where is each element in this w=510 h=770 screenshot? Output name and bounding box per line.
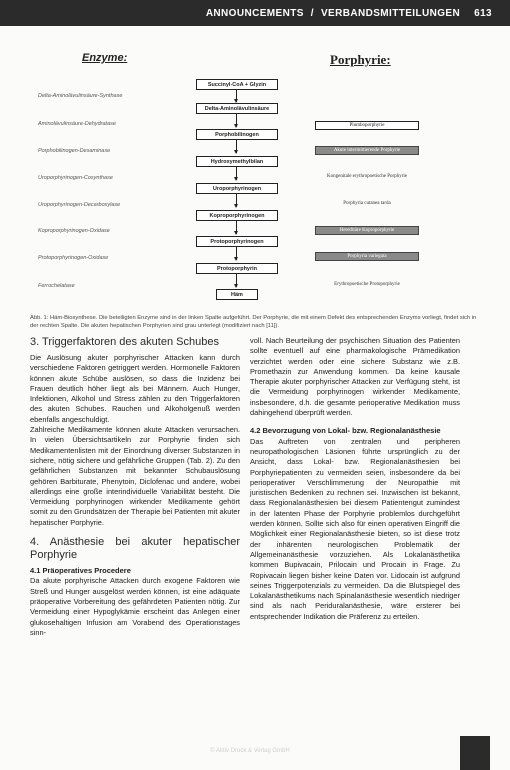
substrate-box: Hydroxymethylbilan bbox=[196, 156, 278, 167]
text-column-left bbox=[30, 336, 240, 638]
pathway-arrow bbox=[236, 194, 237, 207]
substrate-box: Protoporphyrinogen bbox=[196, 236, 278, 247]
porphyria-label: Porphyria cutanea tarda bbox=[343, 201, 391, 206]
page-header bbox=[0, 0, 510, 26]
section-label-de: VERBANDSMITTEILUNGEN bbox=[320, 7, 461, 19]
porphyria-label: Akute intermittierende Porphyrie bbox=[315, 146, 419, 155]
substrate-box: Porphobilinogen bbox=[196, 129, 278, 140]
paragraph: voll. Nach Beurteilung der psychischen Situation des Patienten sollte eventuell auf eine pharmakologische Prämedikation verzichtet werden oder eine sichere Substanz wie z.B. Promethazin zur Anwendung kommen. Da keine kausale Therapie akuter porphyrischer Attacken zur Verfügung steht, ist die Vermeidung porphyrinogen wirkender Medikamente, insbesondere, d.h. die gesamte perioperative Medikation muss dahingehend überprüft werden. bbox=[250, 336, 460, 418]
pathway-arrow bbox=[236, 167, 237, 180]
section-heading: 4. Anästhesie bei akuter hepatischer Porphyrie bbox=[30, 536, 240, 562]
porphyria-label: Kongenitale erythropoetische Porphyrie bbox=[327, 174, 407, 179]
section-heading: 3. Triggerfaktoren des akuten Schubes bbox=[30, 336, 219, 348]
paragraph: Die Auslösung akuter porphyrischer Attacken kann durch verschiedene Faktoren getriggert werden. Hormonelle Faktoren können akute Schübe auslösen, so dass die Inzidenz bei Frauen deutlich höher liegt als bei Männern. Auch Hunger, Infektionen, Alkohol und Stress zählen zu den Triggerfaktoren des akuten Schubes. Rauchen und Alkoholgenuß werden ebenfalls angeschuldigt. bbox=[30, 353, 240, 424]
pathway-arrow bbox=[236, 140, 237, 153]
substrate-box: Uroporphyrinogen bbox=[196, 183, 278, 194]
pathway-arrow bbox=[236, 221, 237, 234]
substrate-box: Häm bbox=[216, 289, 258, 300]
subsection-heading: 4.2 Bevorzugung von Lokal- bzw. Regionalanästhesie bbox=[250, 426, 441, 436]
page-footer: © Aktiv Druck & Verlag GmbH bbox=[210, 748, 290, 754]
section-separator: / bbox=[310, 7, 314, 19]
substrate-box: Koproporphyrinogen bbox=[196, 210, 278, 221]
pathway-arrow bbox=[236, 274, 237, 287]
enzyme-label: Uroporphyrinogen-Decarboxylase bbox=[38, 202, 121, 208]
enzyme-column-title: Enzyme: bbox=[82, 52, 128, 64]
corner-tab bbox=[460, 736, 490, 770]
enzyme-label: Delta-Aminolävulinsäure-Synthase bbox=[38, 93, 123, 99]
enzyme-label: Koproporphyrinogen-Oxidase bbox=[38, 228, 110, 234]
porphyria-label: Porphyria variegata bbox=[315, 252, 419, 261]
porphyria-label: Erythropoetische Protoporphyrie bbox=[334, 282, 400, 287]
page-number: 613 bbox=[474, 7, 492, 19]
substrate-box: Delta-Aminolävulinsäure bbox=[196, 103, 278, 114]
porphyria-label: Hereditäre Koproporphyrie bbox=[315, 226, 419, 235]
porphyria-column-title: Porphyrie: bbox=[330, 52, 391, 67]
paragraph: Da akute porphyrische Attacken durch exogene Faktoren wie Streß und Hunger ausgelöst werden können, ist eine adäquate präoperative Vorbereitung des gefährdeten Patienten nötig. Zur Vermeidung einer Hypoglykämie erscheint das Anlegen einer glukosehaltigen Infusion am Vorabend des Operationstages sinn- bbox=[30, 576, 240, 637]
enzyme-label: Porphobilinogen-Desaminase bbox=[38, 148, 111, 154]
pathway-arrow bbox=[236, 114, 237, 127]
pathway-arrow bbox=[236, 90, 237, 102]
enzyme-label: Protoporphyrinogen-Oxidase bbox=[38, 255, 109, 261]
enzyme-label: Uroporphyrinogen-Cosynthase bbox=[38, 175, 113, 181]
substrate-box: Succinyl-CoA + Glyzin bbox=[196, 79, 278, 90]
text-column-right bbox=[250, 336, 460, 622]
heme-biosynthesis-figure bbox=[30, 52, 484, 308]
paragraph: Zahlreiche Medikamente können akute Attacken verursachen. In vielen Übersichtsartikeln zur Porphyrie finden sich Medikamentenlisten mit der Einordnung diverser Substanzen in sichere, nötig sichere und gefährliche Gruppen (Tab. 2). Zu den gefährlichen Substanzen mit bekannter Schubauslösung gehören Barbiturate, Phenytoin, Diclofenac und andere, wobei allerdings eine große interindividuelle Variabilität besteht. Die Vermeidung porphyrinogen wirkender Medikamente gehört somit zu den Grundsätzen der Therapie bei Patienten mit akuter hepatischer Porphyrie. bbox=[30, 425, 240, 527]
section-label-en: ANNOUNCEMENTS bbox=[205, 7, 304, 19]
pathway-arrow bbox=[236, 247, 237, 260]
figure-caption: Abb. 1: Häm-Biosynthese. Die beteiligten Enzyme sind in der linken Spalte aufgeführt. Der Porphyrie, die mit einem Defekt des entsprechenden Enzyms vorliegt, findet sich in der rechten Spalte. Die akuten hepatischen Porphyrien sind grau unterlegt (modifiziert nach [11]). bbox=[30, 315, 477, 329]
paragraph: Das Auftreten von zentralen und peripheren neuropathologischen Läsionen führte ursprünglich zu der Ansicht, dass Lokal- bzw. Regionalanästhesien bei Porphyriepatienten zu vermeiden seien, insbesondere da bei perioperativer Verschlimmerung der Neuropathie mit juristischen Bedenken zu rechnen sei. Inzwischen ist bekannt, dass Regionalanästhesien bei diesem Patientengut zumindest in der latenten Phase der Porphyrie problemlos durchgeführt werden können. Sollte sich also für einen operativen Eingriff die Möglichkeit einer Regionalanästhesie bieten, so ist diese trotz der inhärenten neurologischen Problematik der Allgemeinanästhesie vorzuziehen. Als Lokalanästhetika kommen Bupivacain, Prilocain und Procain in Frage. Zu Ropivacain liegen bisher keine Daten vor. Lidocain ist aufgrund seines Triggerpotenzials zu vermeiden. Da die Blutspiegel des Lokalanästhetikums nach Spinalanästhesie wesentlich niedriger sind als nach Periduralanästhesie, wäre ersterer bei entsprechender Indikation die Präferenz zu erteilen. bbox=[250, 436, 460, 621]
porphyria-label: Plumboporphyrie bbox=[315, 121, 419, 130]
enzyme-label: Ferrochelatase bbox=[38, 283, 75, 289]
subsection-heading: 4.1 Präoperatives Procedere bbox=[30, 566, 131, 576]
enzyme-label: Aminolävulinsäure-Dehydratase bbox=[38, 121, 116, 127]
substrate-box: Protoporphyrin bbox=[196, 263, 278, 274]
